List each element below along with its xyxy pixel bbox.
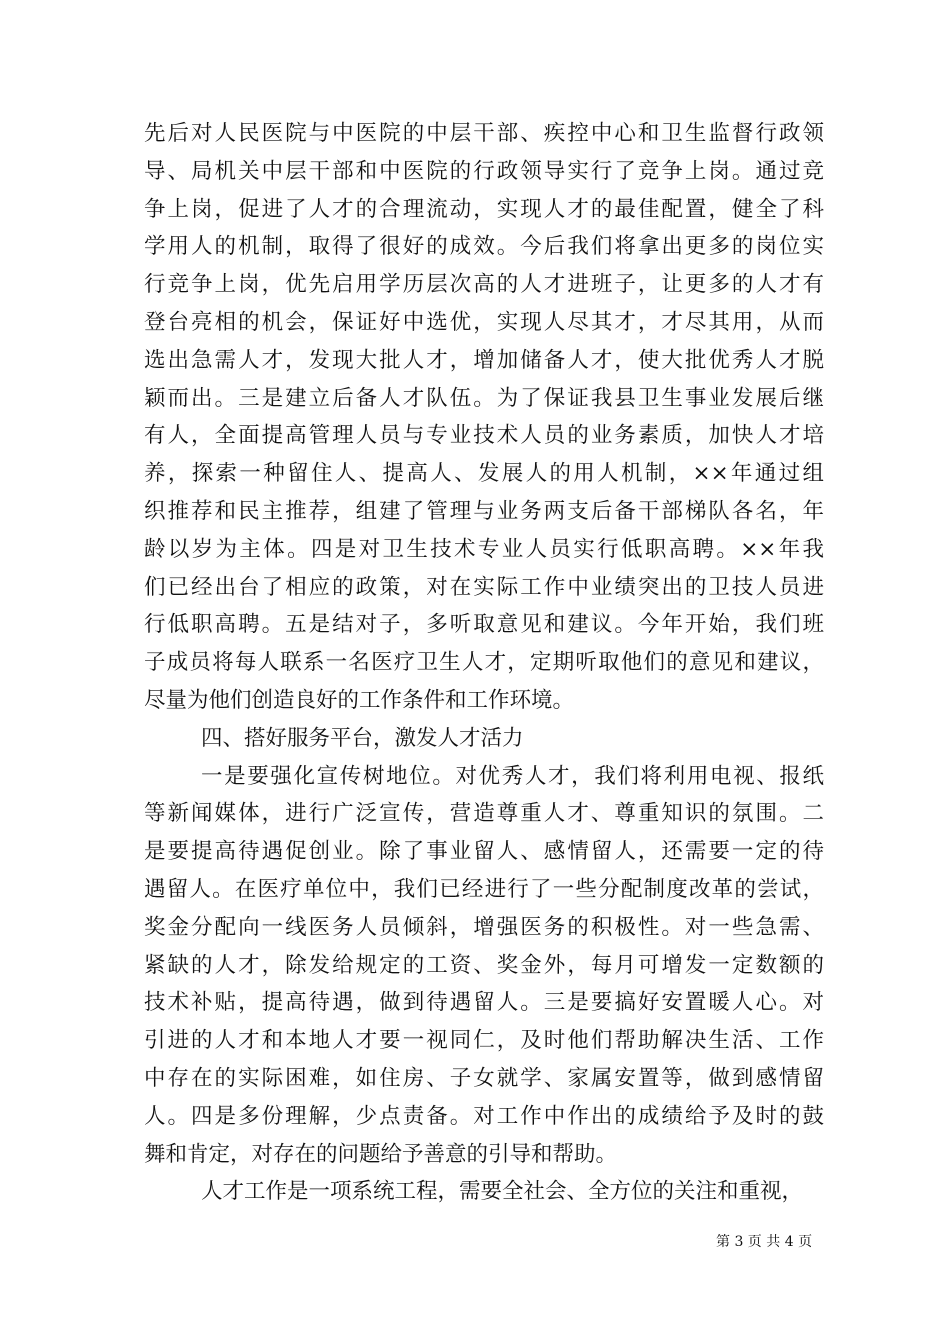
page-footer: 第 3 页 共 4 页 xyxy=(716,1234,813,1250)
text-line: 是要提高待遇促创业。除了事业留人、感情留人，还需要一定的待 xyxy=(144,839,824,865)
text-line: 有人，全面提高管理人员与专业技术人员的业务素质，加快人才培 xyxy=(144,423,824,449)
text-line: 颖而出。三是建立后备人才队伍。为了保证我县卫生事业发展后继 xyxy=(144,385,824,411)
text-line: 引进的人才和本地人才要一视同仁，及时他们帮助解决生活、工作 xyxy=(144,1028,824,1054)
text-line: 子成员将每人联系一名医疗卫生人才，定期听取他们的意见和建议， xyxy=(144,650,824,676)
text-line: 一是要强化宣传树地位。对优秀人才，我们将利用电视、报纸 xyxy=(201,763,824,789)
text-line: 争上岗，促进了人才的合理流动，实现人才的最佳配置，健全了科 xyxy=(144,196,824,222)
text-line: 们已经出台了相应的政策，对在实际工作中业绩突出的卫技人员进 xyxy=(144,574,824,600)
text-line: 遇留人。在医疗单位中，我们已经进行了一些分配制度改革的尝试， xyxy=(144,876,824,902)
text-line: 行低职高聘。五是结对子，多听取意见和建议。今年开始，我们班 xyxy=(144,612,824,638)
text-line: 织推荐和民主推荐，组建了管理与业务两支后备干部梯队各名，年 xyxy=(144,498,824,524)
text-line: 等新闻媒体，进行广泛宣传，营造尊重人才、尊重知识的氛围。二 xyxy=(144,801,824,827)
text-line: 紧缺的人才，除发给规定的工资、奖金外，每月可增发一定数额的 xyxy=(144,952,824,978)
text-line: 行竞争上岗，优先启用学历层次高的人才进班子，让更多的人才有 xyxy=(144,272,824,298)
text-line: 龄以岁为主体。四是对卫生技术专业人员实行低职高聘。××年我 xyxy=(144,536,824,562)
text-line: 奖金分配向一线医务人员倾斜，增强医务的积极性。对一些急需、 xyxy=(144,914,824,940)
text-line: 导、局机关中层干部和中医院的行政领导实行了竞争上岗。通过竞 xyxy=(144,158,824,184)
text-line: 先后对人民医院与中医院的中层干部、疾控中心和卫生监督行政领 xyxy=(144,121,824,146)
text-line: 舞和肯定，对存在的问题给予善意的引导和帮助。 xyxy=(144,1141,618,1167)
text-line: 选出急需人才，发现大批人才，增加储备人才，使大批优秀人才脱 xyxy=(144,347,824,373)
section-heading: 四、搭好服务平台，激发人才活力 xyxy=(201,725,524,751)
text-line: 中存在的实际困难，如住房、子女就学、家属安置等，做到感情留 xyxy=(144,1065,824,1091)
text-line: 学用人的机制，取得了很好的成效。今后我们将拿出更多的岗位实 xyxy=(144,234,824,260)
text-line: 人才工作是一项系统工程，需要全社会、全方位的关注和重视， xyxy=(201,1179,804,1205)
text-line: 养，探索一种留住人、提高人、发展人的用人机制，××年通过组 xyxy=(144,461,824,487)
text-line: 登台亮相的机会，保证好中选优，实现人尽其才，才尽其用，从而 xyxy=(144,309,824,335)
text-line: 尽量为他们创造良好的工作条件和工作环境。 xyxy=(144,687,575,713)
body-text xyxy=(144,115,824,1211)
text-line: 人。四是多份理解，少点责备。对工作中作出的成绩给予及时的鼓 xyxy=(144,1103,824,1129)
text-line: 技术补贴，提高待遇，做到待遇留人。三是要搞好安置暖人心。对 xyxy=(144,990,824,1016)
